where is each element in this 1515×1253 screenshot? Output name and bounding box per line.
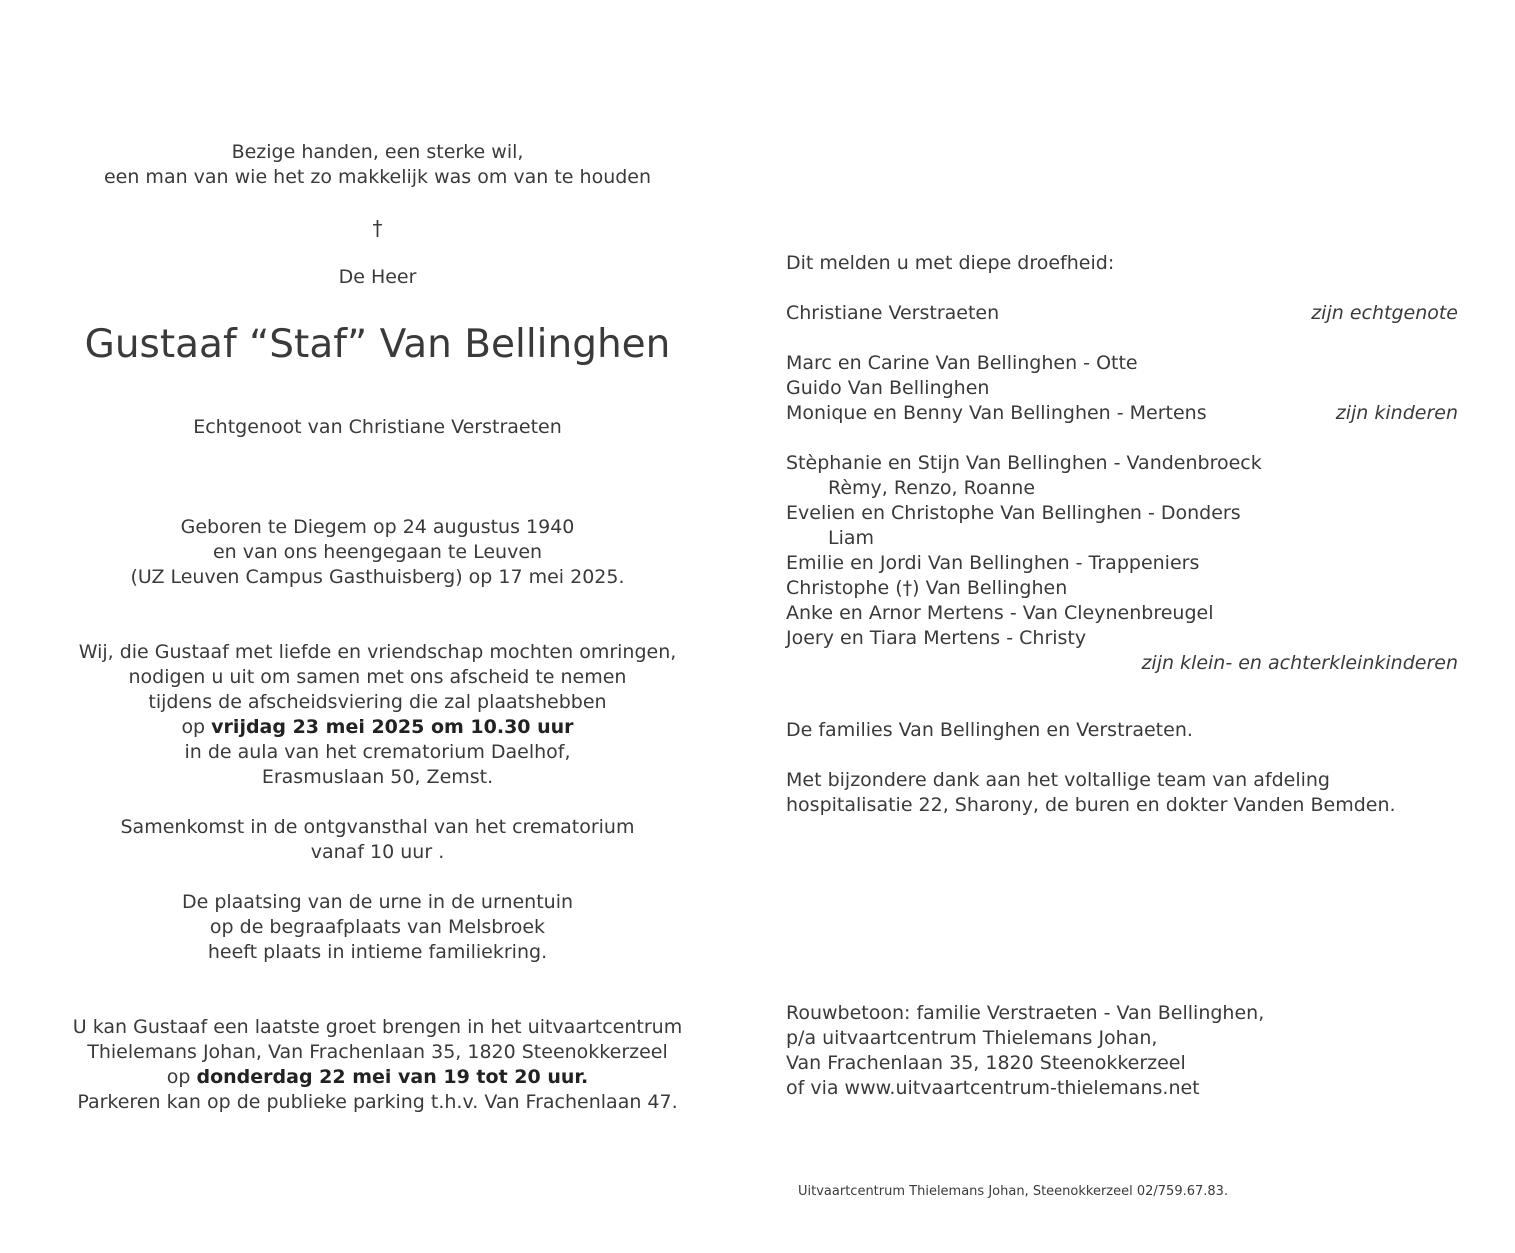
families-line: De families Van Bellinghen en Verstraeten.	[786, 719, 1193, 741]
visit-date-line	[30, 1065, 725, 1090]
ceremony-date: vrijdag 23 mei 2025 om 10.30 uur	[211, 716, 574, 738]
gathering-line: vanaf 10 uur .	[310, 841, 445, 863]
condolences-link: of via www.uitvaartcentrum-thielemans.net	[786, 1077, 1200, 1099]
visit-date-prefix: op	[166, 1066, 197, 1088]
motto-line: een man van wie het zo makkelijk was om van te houden	[103, 166, 652, 188]
spouse-row	[786, 301, 1458, 326]
invitation-line: Wij, die Gustaaf met liefde en vriendschap mochten omringen,	[78, 641, 677, 663]
visit-date: donderdag 22 mei van 19 tot 20 uur.	[196, 1066, 589, 1088]
urn-line: heeft plaats in intieme familiekring.	[207, 941, 548, 963]
birth-death-info	[30, 515, 725, 590]
visit-line: Parkeren kan op de publieke parking t.h.v. Van Frachenlaan 47.	[77, 1091, 678, 1113]
spouse-relation: zijn echtgenote	[1311, 302, 1458, 324]
birth-line: (UZ Leuven Campus Gasthuisberg) op 17 mei 2025.	[130, 566, 625, 588]
grandchild-entry: Evelien en Christophe Van Bellinghen - Donders	[786, 502, 1241, 524]
urn-line: De plaatsing van de urne in de urnentuin	[181, 891, 574, 913]
honorific: De Heer	[338, 266, 417, 288]
grandchild-entry: Stèphanie en Stijn Van Bellinghen - Vandenbroeck	[786, 452, 1262, 474]
birth-line: en van ons heengegaan te Leuven	[212, 541, 543, 563]
visitation-info	[30, 1015, 725, 1115]
motto	[30, 140, 725, 190]
right-column	[786, 0, 1458, 1253]
great-grandchild-entry: Rèmy, Renzo, Roanne	[828, 477, 1036, 499]
birth-line: Geboren te Diegem op 24 augustus 1940	[180, 516, 575, 538]
funeral-home-footer: Uitvaartcentrum Thielemans Johan, Steenokkerzeel 02/759.67.83.	[798, 1184, 1229, 1199]
urn-line: op de begraafplaats van Melsbroek	[209, 916, 546, 938]
gathering-line: Samenkomst in de ontgvansthal van het crematorium	[120, 816, 635, 838]
announcement-intro: Dit melden u met diepe droefheid:	[786, 252, 1115, 274]
invitation-date-line	[30, 715, 725, 740]
grandchild-entry: Emilie en Jordi Van Bellinghen - Trappeniers	[786, 552, 1200, 574]
cross-symbol: †	[372, 216, 383, 240]
child-entry: Marc en Carine Van Bellinghen - Otte	[786, 352, 1138, 374]
visit-line: Thielemans Johan, Van Frachenlaan 35, 1820 Steenokkerzeel	[87, 1041, 668, 1063]
children-list	[786, 351, 1458, 426]
invitation-line: Erasmuslaan 50, Zemst.	[261, 766, 494, 788]
child-entry: Monique en Benny Van Bellinghen - Mertens	[786, 402, 1207, 424]
children-relation: zijn kinderen	[1335, 402, 1458, 424]
invitation-line: nodigen u uit om samen met ons afscheid te nemen	[128, 666, 627, 688]
great-grandchild-entry: Liam	[828, 527, 875, 549]
invitation-line: in de aula van het crematorium Daelhof,	[184, 741, 571, 763]
grandchild-entry: Joery en Tiara Mertens - Christy	[786, 627, 1087, 649]
visit-line: U kan Gustaaf een laatste groet brengen in het uitvaartcentrum	[72, 1016, 683, 1038]
thanks-block	[786, 768, 1458, 818]
spouse-line: Echtgenoot van Christiane Verstraeten	[193, 416, 562, 438]
deceased-name: Gustaaf “Staf” Van Bellinghen	[84, 322, 671, 367]
condolences-line: p/a uitvaartcentrum Thielemans Johan,	[786, 1027, 1158, 1049]
urn-info	[30, 890, 725, 965]
invitation-date-prefix: op	[181, 716, 212, 738]
spouse-name: Christiane Verstraeten	[786, 302, 1000, 324]
left-column	[30, 0, 725, 1253]
grandchild-entry: Anke en Arnor Mertens - Van Cleynenbreugel	[786, 602, 1214, 624]
grandchild-entry: Christophe (†) Van Bellinghen	[786, 577, 1068, 599]
condolences-line: Rouwbetoon: familie Verstraeten - Van Bellinghen,	[786, 1002, 1265, 1024]
child-entry-row	[786, 401, 1458, 426]
ceremony-invitation	[30, 640, 725, 790]
thanks-line: hospitalisatie 22, Sharony, de buren en dokter Vanden Bemden.	[786, 794, 1396, 816]
thanks-line: Met bijzondere dank aan het voltallige team van afdeling	[786, 769, 1330, 791]
condolences-line: Van Frachenlaan 35, 1820 Steenokkerzeel	[786, 1052, 1186, 1074]
grandchildren-relation: zijn klein- en achterkleinkinderen	[1141, 652, 1458, 674]
gathering-info	[30, 815, 725, 865]
child-entry: Guido Van Bellinghen	[786, 377, 990, 399]
motto-line: Bezige handen, een sterke wil,	[231, 141, 524, 163]
grandchildren-list	[786, 451, 1458, 676]
invitation-line: tijdens de afscheidsviering die zal plaatshebben	[148, 691, 607, 713]
condolences-address	[786, 1001, 1458, 1101]
